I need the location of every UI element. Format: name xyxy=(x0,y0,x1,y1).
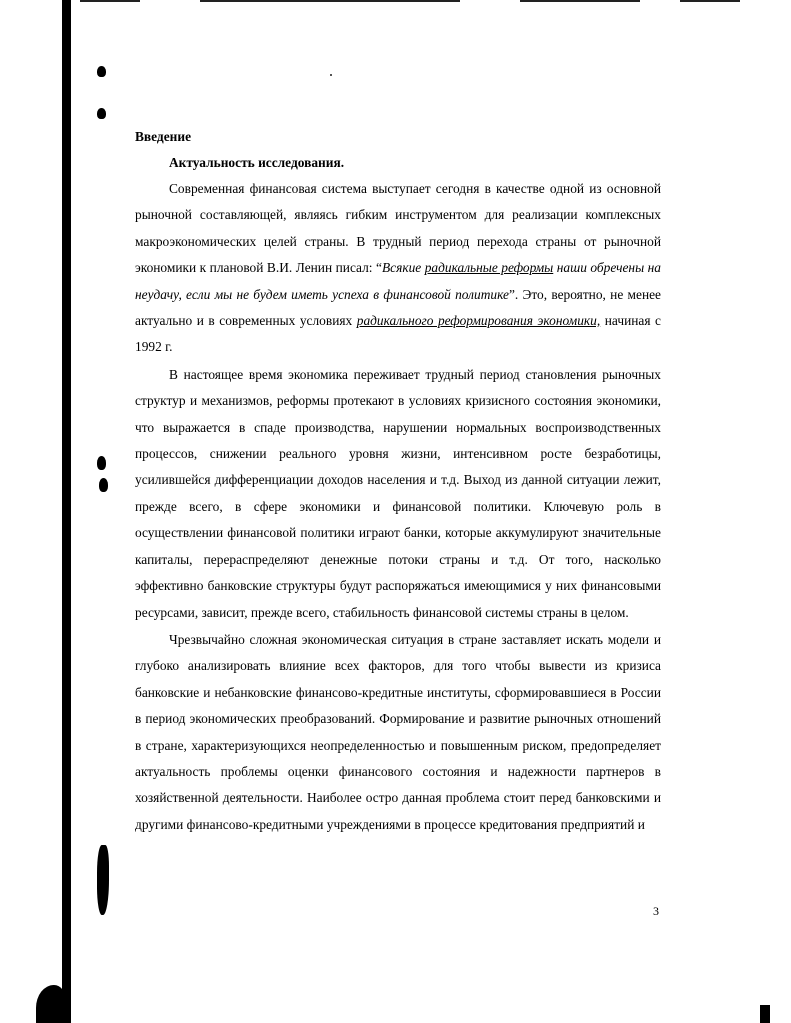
section-subheading: Актуальность исследования. xyxy=(169,155,345,170)
paragraph-1-ending: начиная с 1992 г. xyxy=(135,313,661,355)
quote-underlined-text: радикальные реформы xyxy=(424,260,554,276)
paragraph-1-after-quote: ”. Это, вероятно, не менее актуально и в современных условиях xyxy=(135,286,661,329)
scan-blot xyxy=(36,985,66,1023)
quote-text-start: Всякие xyxy=(381,260,425,276)
scan-speck xyxy=(330,74,332,76)
quote-text-end: наши обречены на неудачу, если мы не будем иметь успеха в финансовой политике xyxy=(135,260,661,302)
paragraph-2: В настоящее время экономика переживает трудный период становления рыночных структур и механизмов, реформы протекают в условиях кризисного состояния экономики, что выражается в спаде производства, нарушении нормальных воспроизводственных процессов, снижении реального уровня жизни, интенсивном росте безработицы, усилившейся дифференциации доходов населения и т.д. Выход из данной ситуации лежит, прежде всего, в сфере экономики и финансовой политики. Ключевую роль в осуществлении финансовой политики играют банки, которые аккумулируют значительные капиталы, перераспределяют денежные потоки страны и т.д. От того, насколько эффективно банковские структуры будут распоряжаться имеющимися у них финансовыми ресурсами, зависит, прежде всего, стабильность финансовой системы страны в целом. xyxy=(135,366,661,620)
paragraph-1 xyxy=(135,176,661,361)
page-number: 3 xyxy=(653,904,659,918)
punch-hole-mark xyxy=(97,456,106,470)
scan-top-rule xyxy=(680,0,740,2)
scan-blot xyxy=(97,845,109,915)
punch-hole-mark xyxy=(99,478,108,492)
underlined-phrase: радикального реформирования экономики, xyxy=(356,313,601,329)
document-body xyxy=(135,124,661,838)
paragraph-1-text: Современная финансовая система выступает сегодня в качестве одной из основной рыночной составляющей, являясь гибким инструментом для реализации комплексных макроэкономических целей страны. В трудный период перехода страны от рыночной экономики к плановой В.И. Ленин писал: “ xyxy=(135,181,661,276)
punch-hole-mark xyxy=(97,66,106,77)
scan-binding-edge xyxy=(62,0,71,1023)
punch-hole-mark xyxy=(97,108,106,119)
scan-top-rule xyxy=(200,0,460,2)
scan-blot xyxy=(760,1005,770,1023)
scan-top-rule xyxy=(80,0,140,2)
paragraph-3: Чрезвычайно сложная экономическая ситуация в стране заставляет искать модели и глубоко анализировать влияние всех факторов, для того чтобы вывести из кризиса банковские и небанковские финансово-кредитные институты, сформировавшиеся в России в период экономических преобразований. Формирование и развитие рыночных отношений в стране, характеризующихся неопределенностью и повышенным риском, предопределяет актуальность проблемы оценки финансового состояния и надежности партнеров в хозяйственной деятельности. Наиболее остро данная проблема стоит перед банковскими и другими финансово-кредитными учреждениями в процессе кредитования предприятий и xyxy=(135,631,661,832)
section-heading: Введение xyxy=(135,129,192,144)
scan-top-rule xyxy=(520,0,640,2)
